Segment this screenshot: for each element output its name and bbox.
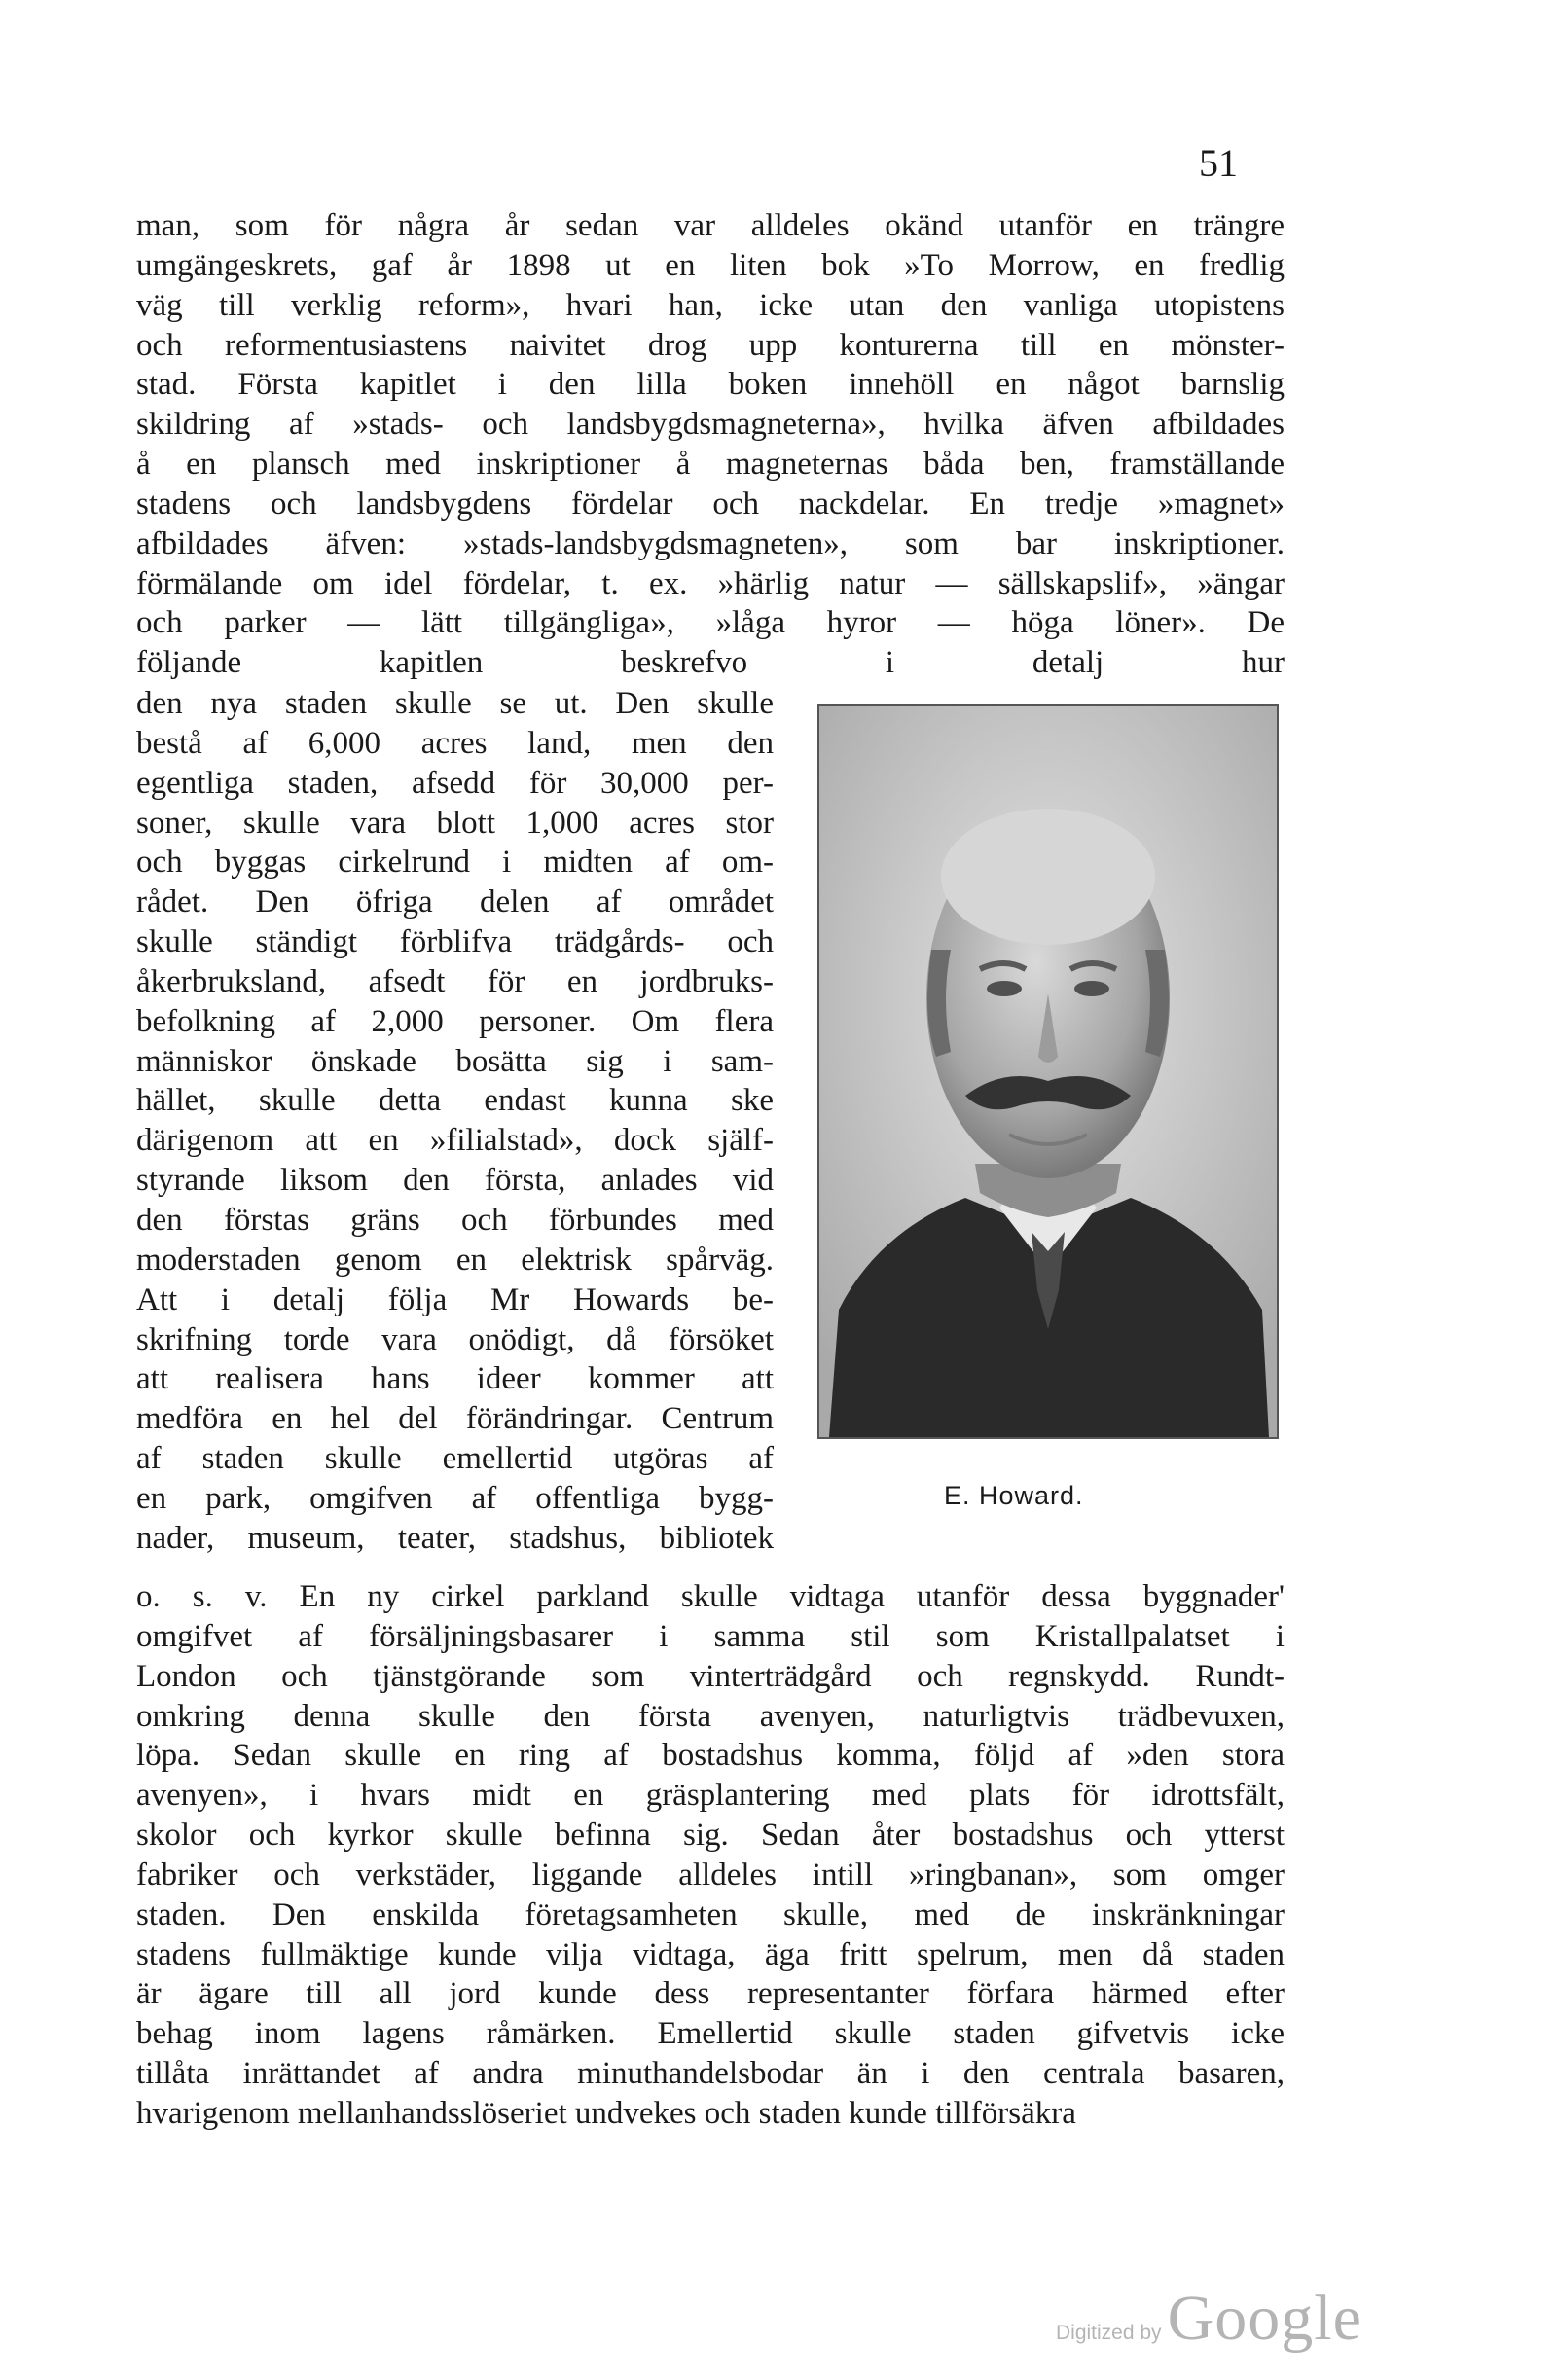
text-line: styrande liksom den första, anlades vid — [136, 1163, 774, 1199]
text-line: den förstas gräns och förbundes med — [136, 1202, 774, 1238]
text-line: skildring af »stads- och landsbygdsmagneterna», hvilka äfven afbildades — [136, 407, 1285, 443]
text-line: egentliga staden, afsedd för 30,000 per- — [136, 765, 774, 801]
paragraph-bottom — [136, 1577, 1285, 2134]
text-line: är ägare till all jord kunde dess representanter förfara härmed efter — [136, 1976, 1285, 2012]
text-line: och byggas cirkelrund i midten af om- — [136, 845, 774, 881]
text-line: Att i detalj följa Mr Howards be- — [136, 1281, 774, 1317]
text-line: befolkning af 2,000 personer. Om flera — [136, 1003, 774, 1039]
text-line: rådet. Den öfriga delen af området — [136, 884, 774, 920]
text-line: åkerbruksland, afsedt för en jordbruks- — [136, 963, 774, 999]
text-line: man, som för några år sedan var alldeles okänd utanför en trängre — [136, 208, 1285, 243]
text-line: hället, skulle detta endast kunna ske — [136, 1083, 774, 1119]
text-line: löpa. Sedan skulle en ring af bostadshus komma, följd af »den stora — [136, 1738, 1285, 1774]
text-line: skrifning torde vara onödigt, då försöket — [136, 1321, 774, 1357]
text-line: umgängeskrets, gaf år 1898 ut en liten bok »To Morrow, en fredlig — [136, 247, 1285, 283]
text-line: fabriker och verkstäder, liggande alldeles intill »ringbanan», som omger — [136, 1857, 1285, 1893]
text-line: omkring denna skulle den första avenyen, naturligtvis trädbevuxen, — [136, 1698, 1285, 1734]
text-line: förmälande om idel fördelar, t. ex. »härlig natur — sällskapslif», »ängar — [136, 565, 1285, 601]
digitized-watermark — [1056, 2282, 1362, 2356]
text-line: behag inom lagens råmärken. Emellertid skulle staden gifvetvis icke — [136, 2016, 1285, 2052]
text-line: stadens fullmäktige kunde vilja vidtaga, äga fritt spelrum, men då staden — [136, 1936, 1285, 1972]
text-line: omgifvet af försäljningsbasarer i samma stil som Kristallpalatset i — [136, 1618, 1285, 1654]
text-line: att realisera hans ideer kommer att — [136, 1361, 774, 1397]
text-line: soner, skulle vara blott 1,000 acres stor — [136, 805, 774, 841]
text-line: och parker — lätt tillgängliga», »låga hyror — höga löner». De — [136, 605, 1285, 641]
text-line: medföra en hel del förändringar. Centrum — [136, 1401, 774, 1437]
text-line: bestå af 6,000 acres land, men den — [136, 725, 774, 761]
portrait-illustration — [819, 706, 1277, 1437]
text-line: hvarigenom mellanhandsslöseriet undvekes och staden kunde tillförsäkra — [136, 2095, 1076, 2131]
text-line: London och tjänstgörande som vinterträdgård och regnskydd. Rundt- — [136, 1658, 1285, 1694]
watermark-prefix: Digitized by — [1056, 2322, 1162, 2344]
text-line: nader, museum, teater, stadshus, bibliotek — [136, 1520, 774, 1556]
text-line: af staden skulle emellertid utgöras af — [136, 1441, 774, 1477]
text-line: tillåta inrättandet af andra minuthandelsbodar än i den centrala basaren, — [136, 2056, 1285, 2092]
portrait-photo — [817, 704, 1279, 1439]
text-line: avenyen», i hvars midt en gräsplantering med plats för idrottsfält, — [136, 1778, 1285, 1814]
paragraph-beside-portrait — [136, 684, 774, 1559]
paragraph-top — [136, 206, 1285, 683]
text-line: följande kapitlen beskrefvo i detalj hur — [136, 645, 1285, 681]
text-line: skolor och kyrkor skulle befinna sig. Sedan åter bostadshus och ytterst — [136, 1818, 1285, 1854]
text-line: därigenom att en »filialstad», dock själf- — [136, 1123, 774, 1159]
text-line: den nya staden skulle se ut. Den skulle — [136, 686, 774, 721]
text-line: väg till verklig reform», hvari han, icke utan den vanliga utopistens — [136, 287, 1285, 323]
text-line: människor önskade bosätta sig i sam- — [136, 1043, 774, 1079]
text-line: stad. Första kapitlet i den lilla boken innehöll en något barnslig — [136, 367, 1285, 403]
text-line: staden. Den enskilda företagsamheten skulle, med de inskränkningar — [136, 1896, 1285, 1932]
text-line: o. s. v. En ny cirkel parkland skulle vidtaga utanför dessa byggnader' — [136, 1579, 1285, 1614]
text-line: å en plansch med inskriptioner å magneternas båda ben, framställande — [136, 447, 1285, 483]
text-line: moderstaden genom en elektrisk spårväg. — [136, 1242, 774, 1278]
text-line: afbildades äfven: »stads-landsbygdsmagneten», som bar inskriptioner. — [136, 525, 1285, 561]
text-line: skulle ständigt förblifva trädgårds- och — [136, 924, 774, 960]
text-line: och reformentusiastens naivitet drog upp konturerna till en mönster- — [136, 327, 1285, 363]
text-line: stadens och landsbygdens fördelar och nackdelar. En tredje »magnet» — [136, 486, 1285, 522]
google-logo: Google — [1167, 2283, 1362, 2354]
portrait-caption: E. Howard. — [944, 1481, 1084, 1510]
text-line: en park, omgifven af offentliga bygg- — [136, 1480, 774, 1516]
page-number: 51 — [1199, 141, 1238, 185]
